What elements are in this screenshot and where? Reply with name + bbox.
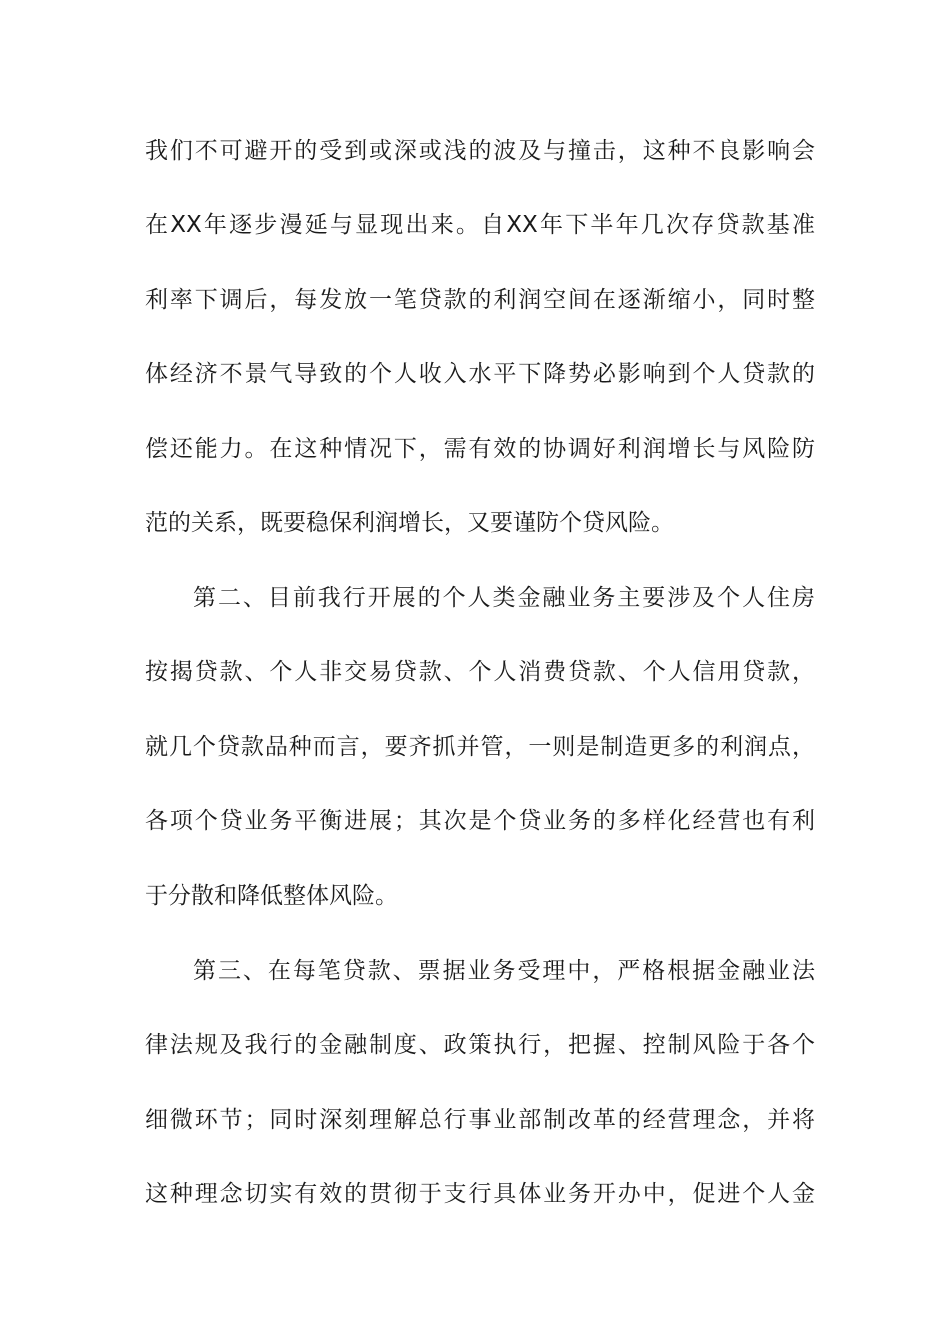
paragraph-line: 细微环节；同时深刻理解总行事业部制改革的经营理念，并将 [145, 1107, 815, 1133]
paragraph-line: 各项个贷业务平衡进展；其次是个贷业务的多样化经营也有利 [145, 808, 815, 834]
paragraph-line: 我们不可避开的受到或深或浅的波及与撞击，这种不良影响会 [145, 138, 815, 164]
paragraph-line: 按揭贷款、个人非交易贷款、个人消费贷款、个人信用贷款， [145, 659, 815, 685]
paragraph-line: 这种理念切实有效的贯彻于支行具体业务开办中，促进个人金 [145, 1181, 815, 1207]
paragraph-line: 偿还能力。在这种情况下，需有效的协调好利润增长与风险防 [145, 436, 815, 462]
paragraph-line: 在XX年逐步漫延与显现出来。自XX年下半年几次存贷款基准 [145, 212, 815, 238]
paragraph-line: 利率下调后，每发放一笔贷款的利润空间在逐渐缩小，同时整 [145, 287, 815, 313]
paragraph-line: 体经济不景气导致的个人收入水平下降势必影响到个人贷款的 [145, 361, 815, 387]
paragraph-line: 第二、目前我行开展的个人类金融业务主要涉及个人住房 [193, 585, 815, 611]
paragraph-line: 于分散和降低整体风险。 [145, 883, 398, 909]
paragraph-line: 第三、在每笔贷款、票据业务受理中，严格根据金融业法 [193, 958, 815, 984]
paragraph-line: 就几个贷款品种而言，要齐抓并管，一则是制造更多的利润点， [145, 734, 815, 760]
paragraph-line: 律法规及我行的金融制度、政策执行，把握、控制风险于各个 [145, 1032, 815, 1058]
paragraph-line: 范的关系，既要稳保利润增长，又要谨防个贷风险。 [145, 510, 674, 536]
